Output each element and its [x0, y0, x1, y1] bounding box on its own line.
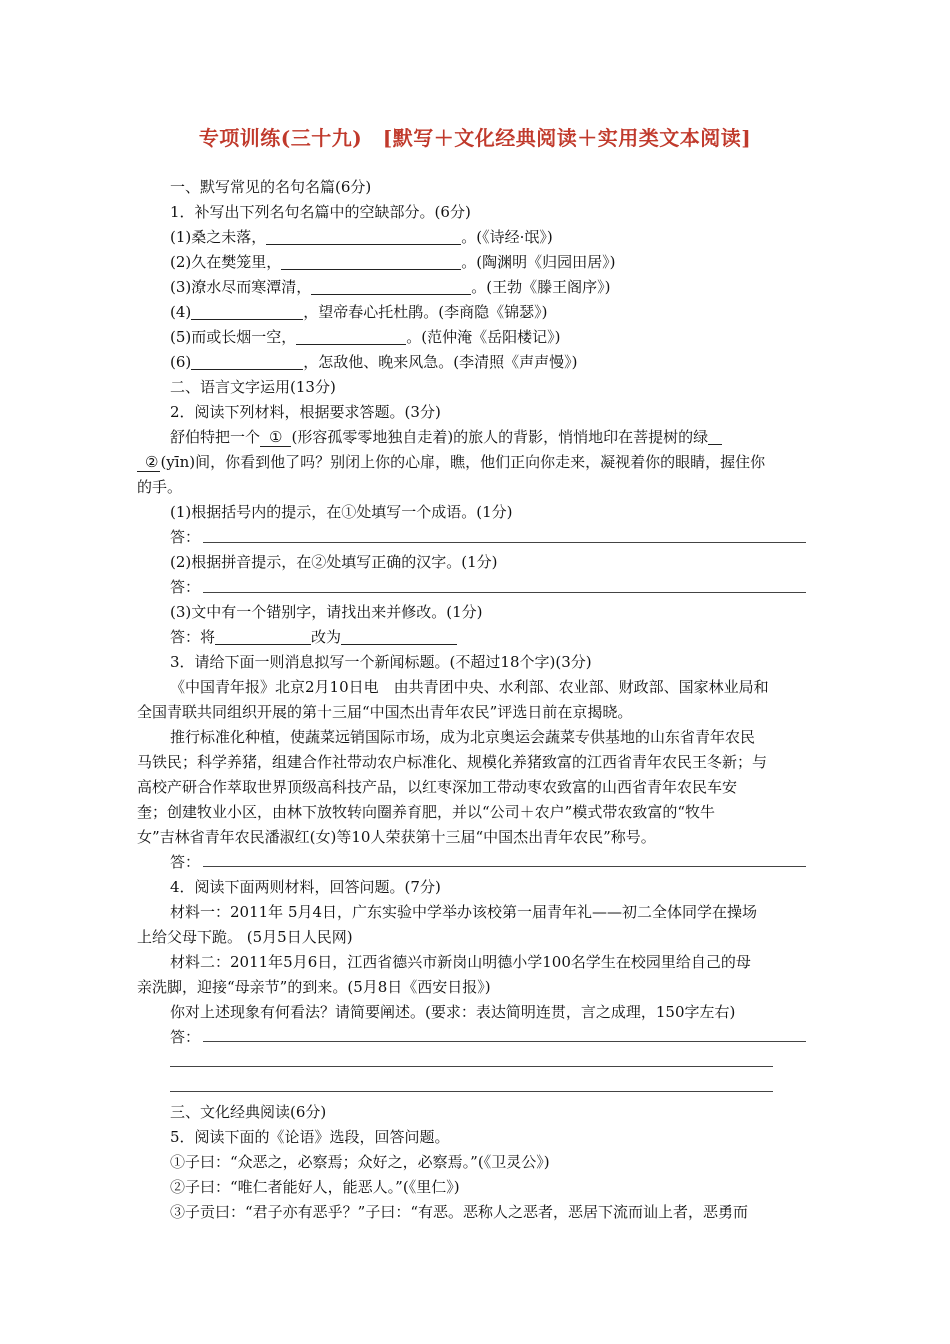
fill-item-5 [170, 325, 560, 349]
answer-correction [170, 625, 457, 649]
answer-label: 答： [170, 578, 201, 596]
answer-blank[interactable] [311, 278, 471, 295]
answer-blank[interactable] [341, 628, 457, 645]
answer-label: 答： [170, 528, 201, 546]
fill-item-2 [170, 250, 615, 274]
fill-item-source: ，怎敌他、晚来风急。(李清照《声声慢》) [303, 353, 578, 371]
fill-item-text: (2)久在樊笼里， [170, 253, 282, 271]
answer-blank[interactable] [708, 428, 722, 445]
fill-item-source: 。(陶渊明《归园田居》) [461, 253, 616, 271]
fill-item-source: ，望帝春心托杜鹃。(李商隐《锦瑟》) [303, 303, 548, 321]
page-title: 专项训练(三十九) [默写＋文化经典阅读＋实用类文本阅读] [198, 126, 752, 150]
question-4-requirement: 你对上述现象有何看法？请简要阐述。(要求：表达简明连贯，言之成理，150字左右) [170, 1003, 736, 1021]
section-heading-1: 一、默写常见的名句名篇(6分) [170, 178, 372, 196]
analects-line: ①子曰：“众恶之，必察焉；众好之，必察焉。”(《卫灵公》) [170, 1153, 550, 1171]
answer-blank[interactable] [296, 328, 406, 345]
question-2-prompt: 2．阅读下列材料，根据要求答题。(3分) [170, 403, 441, 421]
answer-label: 改为 [311, 628, 342, 646]
fill-item-text: (6) [170, 353, 192, 371]
answer-line[interactable] [203, 542, 806, 543]
fill-item-4 [170, 300, 547, 324]
news-line: 高校产研合作萃取世界顶级高科技产品，以红枣深加工带动枣农致富的山西省青年农民车安 [137, 778, 738, 796]
material-line: 亲洗脚，迎接“母亲节”的到来。(5月8日《西安日报》) [137, 978, 491, 996]
fill-item-source: 。(范仲淹《岳阳楼记》) [406, 328, 561, 346]
question-3-prompt: 3．请给下面一则消息拟写一个新闻标题。(不超过18个字)(3分) [170, 653, 592, 671]
answer-blank[interactable] [191, 303, 303, 320]
answer-line[interactable] [170, 1066, 773, 1067]
fill-item-source: 。(王勃《滕王阁序》) [471, 278, 611, 296]
passage-text: (形容孤零零地独自走着)的旅人的背影，悄悄地印在菩提树的绿 [291, 428, 709, 446]
answer-line[interactable] [203, 866, 806, 867]
material-line: 材料二：2011年5月6日，江西省德兴市新岗山明德小学100名学生在校园里给自己的母 [170, 953, 751, 971]
answer-blank[interactable] [266, 228, 461, 245]
fill-item-text: (1)桑之未落， [170, 228, 267, 246]
section-heading-2: 二、语言文字运用(13分) [170, 378, 336, 396]
answer-line[interactable] [203, 1041, 806, 1042]
news-line: 全国青联共同组织开展的第十三届“中国杰出青年农民”评选日前在京揭晓。 [137, 703, 633, 721]
sub-question-2: (2)根据拼音提示，在②处填写正确的汉字。(1分) [170, 553, 498, 571]
news-line: 推行标准化种植，使蔬菜远销国际市场，成为北京奥运会蔬菜专供基地的山东省青年农民 [170, 728, 756, 746]
passage-text: (yīn)间，你看到他了吗？别闭上你的心扉，瞧，他们正向你走来，凝视着你的眼睛，握住你 [160, 453, 766, 471]
fill-item-text: (5)而或长烟一空， [170, 328, 297, 346]
blank-marker-1[interactable]: ① [260, 428, 291, 447]
blank-marker-2[interactable]: ② [137, 453, 160, 472]
news-line: 女”吉林省青年农民潘淑红(女)等10人荣获第十三届“中国杰出青年农民”称号。 [137, 828, 656, 846]
answer-blank[interactable] [215, 628, 311, 645]
passage-line: 的手。 [137, 478, 183, 496]
fill-item-3 [170, 275, 610, 299]
fill-item-1 [170, 225, 553, 249]
answer-label: 答： [170, 853, 201, 871]
passage-text: 舒伯特把一个 [170, 428, 261, 446]
analects-line: ③子贡曰：“君子亦有恶乎？”子曰：“有恶。恶称人之恶者，恶居下流而讪上者，恶勇而 [170, 1203, 749, 1221]
fill-item-6 [170, 350, 577, 374]
fill-item-text: (3)潦水尽而寒潭清， [170, 278, 312, 296]
material-line: 上给父母下跪。 (5月5日人民网) [137, 928, 353, 946]
question-5-prompt: 5．阅读下面的《论语》选段，回答问题。 [170, 1128, 450, 1146]
fill-item-text: (4) [170, 303, 192, 321]
news-line: 马铁民；科学养猪，组建合作社带动农户标准化、规模化养猪致富的江西省青年农民王冬新；与 [137, 753, 768, 771]
sub-question-3: (3)文中有一个错别字，请找出来并修改。(1分) [170, 603, 483, 621]
news-line: 《中国青年报》北京2月10日电 由共青团中央、水利部、农业部、财政部、国家林业局和 [170, 678, 769, 696]
analects-line: ②子曰：“唯仁者能好人，能恶人。”(《里仁》) [170, 1178, 460, 1196]
answer-blank[interactable] [191, 353, 303, 370]
question-1-prompt: 1．补写出下列名句名篇中的空缺部分。(6分) [170, 203, 471, 221]
material-line: 材料一：2011年 5月4日，广东实验中学举办该校第一届青年礼——初二全体同学在操场 [170, 903, 758, 921]
passage-line [137, 450, 765, 474]
sub-question-1: (1)根据括号内的提示，在①处填写一个成语。(1分) [170, 503, 513, 521]
answer-label: 答： [170, 1028, 201, 1046]
question-4-prompt: 4．阅读下面两则材料，回答问题。(7分) [170, 878, 441, 896]
section-heading-3: 三、文化经典阅读(6分) [170, 1103, 327, 1121]
answer-line[interactable] [170, 1091, 773, 1092]
news-line: 奎；创建牧业小区，由林下放牧转向圈养育肥，并以“公司＋农户”模式带农致富的“牧牛 [137, 803, 716, 821]
answer-blank[interactable] [281, 253, 461, 270]
passage-line [170, 425, 722, 449]
answer-label: 答：将 [170, 628, 216, 646]
fill-item-source: 。(《诗经·氓》) [461, 228, 553, 246]
answer-line[interactable] [203, 592, 806, 593]
